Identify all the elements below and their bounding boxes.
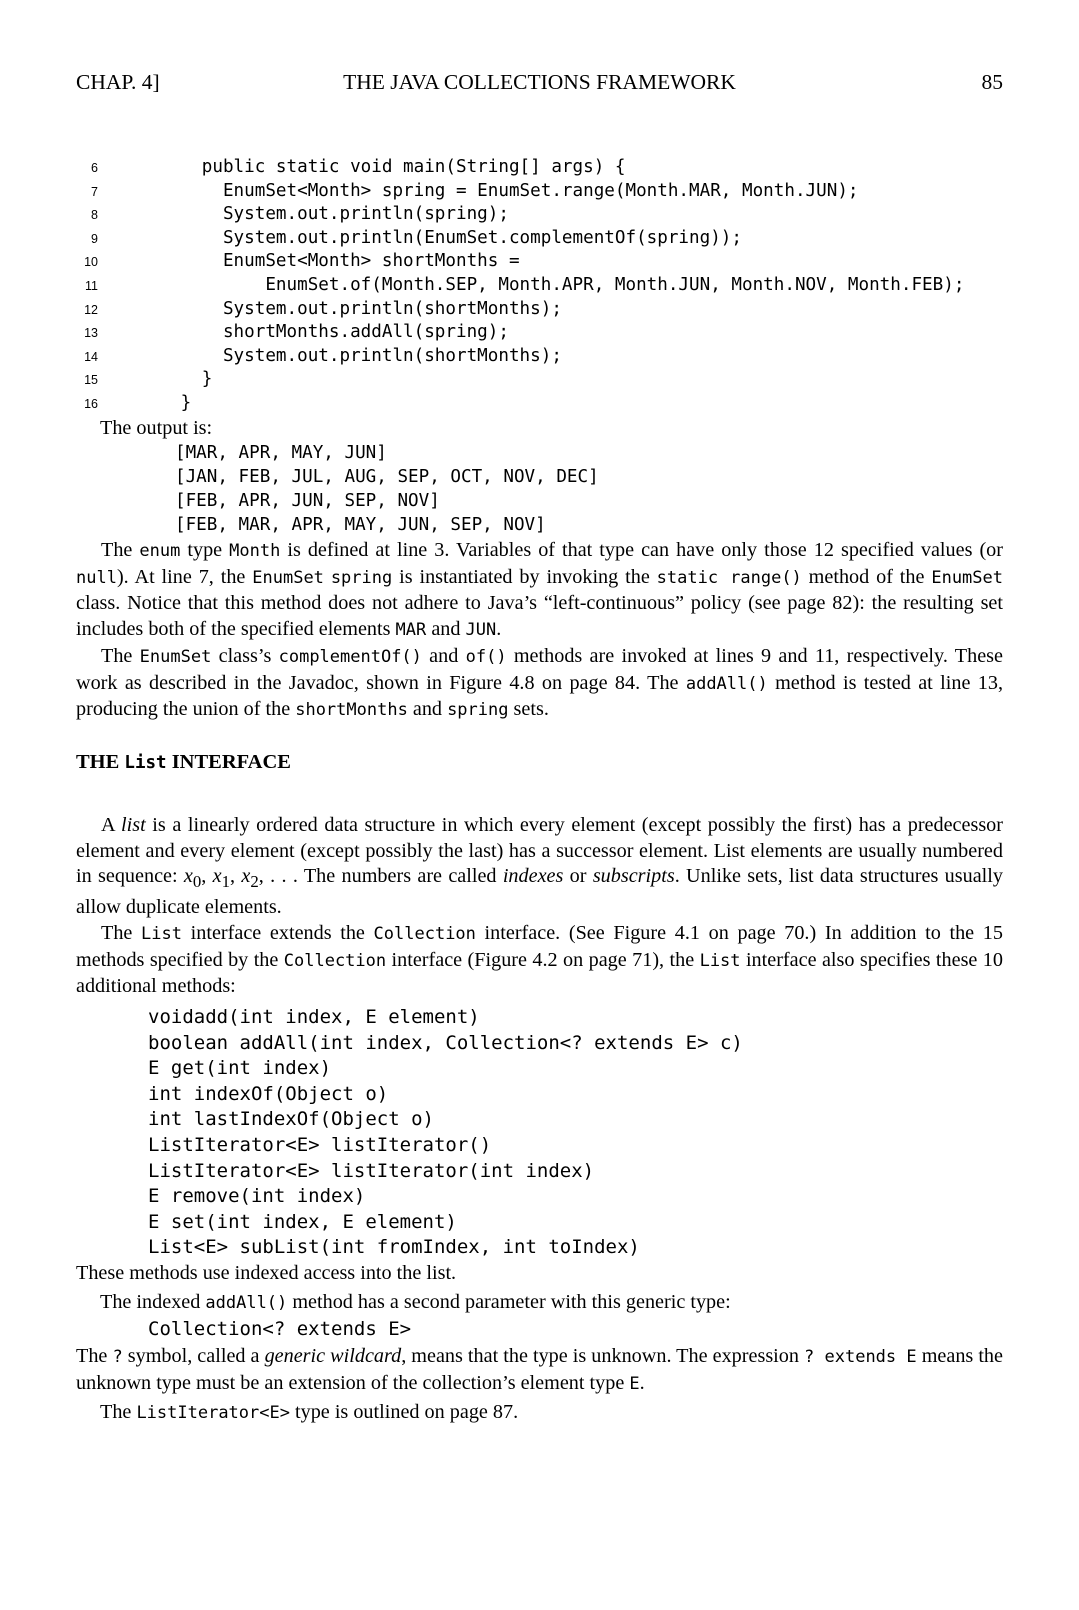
body-text-upper xyxy=(76,538,1003,724)
code-text: EnumSet.of(Month.SEP, Month.APR, Month.JUN, Month.NOV, Month.FEB); xyxy=(170,274,965,295)
code-line xyxy=(76,180,1036,204)
line-number: 15 xyxy=(84,373,98,388)
output-line: [JAN, FEB, JUL, AUG, SEP, OCT, NOV, DEC] xyxy=(175,467,599,487)
line-number: 11 xyxy=(85,278,98,293)
line-number: 14 xyxy=(84,349,98,364)
method-signature: voidadd(int index, E element) xyxy=(148,1006,480,1028)
code-text: } xyxy=(170,392,192,413)
chapter-label: CHAP. 4] xyxy=(76,70,160,94)
paragraph-indexed-access: These methods use indexed access into the list. xyxy=(76,1262,457,1284)
code-line xyxy=(76,392,1036,416)
code-text: System.out.println(EnumSet.complementOf(spring)); xyxy=(170,227,742,248)
code-text: public static void main(String[] args) { xyxy=(170,157,626,177)
method-list xyxy=(148,1005,743,1261)
section-heading: THE List INTERFACE xyxy=(76,751,291,773)
program-output xyxy=(175,441,599,537)
code-text: EnumSet<Month> shortMonths = xyxy=(170,251,520,272)
output-line: [MAR, APR, MAY, JUN] xyxy=(175,443,387,463)
output-line: [FEB, MAR, APR, MAY, JUN, SEP, NOV] xyxy=(175,515,546,535)
line-number: 12 xyxy=(84,302,98,317)
body-text-wildcard xyxy=(76,1344,1003,1397)
paragraph-addall-param: The indexed addAll() method has a second parameter with this generic type: xyxy=(100,1291,731,1313)
line-number: 10 xyxy=(84,255,98,270)
line-number: 8 xyxy=(91,208,98,223)
line-number: 16 xyxy=(84,396,98,411)
paragraph-listiterator: The ListIterator<E> type is outlined on page 87. xyxy=(100,1401,519,1423)
code-text: } xyxy=(170,369,213,390)
code-line xyxy=(76,345,1036,369)
line-number: 9 xyxy=(91,231,98,246)
output-intro: The output is: xyxy=(100,417,213,439)
code-listing xyxy=(76,156,1036,416)
paragraph-enumset-methods: The EnumSet class’s complementOf() and of() methods are invoked at lines 9 and 11, respectively. These work as described in the Javadoc, shown in Figure 4.8 on page 84. The addAll() method is tested at line 13, producing the union of the shortMonths and spring sets. xyxy=(76,644,1003,721)
code-line xyxy=(76,227,1036,251)
method-signature: int indexOf(Object o) xyxy=(148,1082,389,1105)
generic-type-code: Collection<? extends E> xyxy=(148,1318,412,1340)
output-line: [FEB, APR, JUN, SEP, NOV] xyxy=(175,491,440,511)
code-text: System.out.println(spring); xyxy=(170,204,509,225)
code-line xyxy=(76,298,1036,322)
method-signature: E get(int index) xyxy=(148,1057,332,1080)
method-signature: int lastIndexOf(Object o) xyxy=(148,1108,434,1131)
line-number: 13 xyxy=(84,326,98,341)
code-line xyxy=(76,203,1036,227)
paragraph-list-definition: A list is a linearly ordered data structure in which every element (except possibly the first) has a predecessor element and every element (except possibly the last) has a successor element. List elements are usually numbered in sequence: $x_0$, $x_1$, $x_2$, . . . The numbers are called indexes or subscripts. Unlike sets, list data structures usually allow duplicate elements. xyxy=(76,814,1004,919)
code-line xyxy=(76,368,1036,392)
code-line xyxy=(76,321,1036,345)
paragraph-list-interface: The List interface extends the Collection interface. (See Figure 4.1 on page 70.) In addition to the 15 methods specified by the Collection interface (Figure 4.2 on page 71), the List interface also specifies these 10 additional methods: xyxy=(76,921,1003,998)
page-number: 85 xyxy=(981,70,1003,94)
line-number: 6 xyxy=(91,161,98,175)
method-signature: List<E> subList(int fromIndex, int toIndex) xyxy=(148,1236,640,1259)
code-line xyxy=(76,274,1036,298)
method-signature: boolean addAll(int index, Collection<? extends E> c) xyxy=(148,1031,743,1054)
paragraph-wildcard: The ? symbol, called a generic wildcard, means that the type is unknown. The expression ? extends E means the unknown type must be an extension of the collection’s element type E. xyxy=(76,1345,1003,1394)
code-text: System.out.println(shortMonths); xyxy=(170,298,562,319)
code-line xyxy=(76,156,1036,180)
code-line xyxy=(76,250,1036,274)
paragraph-enum-explanation: The enum type Month is defined at line 3. Variables of that type can have only those 12 specified values (or null). At line 7, the EnumSet spring is instantiated by invoking the static range() method of the EnumSet class. Notice that this method does not adhere to Java’s “left-continuous” policy (see page 82): the resulting set includes both of the specified elements MAR and JUN. xyxy=(76,539,1003,641)
code-text: System.out.println(shortMonths); xyxy=(170,345,562,366)
method-signature: E remove(int index) xyxy=(148,1185,366,1208)
method-signature: ListIterator<E> listIterator(int index) xyxy=(148,1159,595,1182)
method-signature: ListIterator<E> listIterator() xyxy=(148,1133,492,1156)
code-text: EnumSet<Month> spring = EnumSet.range(Month.MAR, Month.JUN); xyxy=(170,180,859,201)
running-header xyxy=(76,70,1003,100)
body-text-list xyxy=(76,813,1003,1000)
header-title: THE JAVA COLLECTIONS FRAMEWORK xyxy=(343,70,736,94)
code-text: shortMonths.addAll(spring); xyxy=(170,322,509,343)
line-number: 7 xyxy=(91,184,98,199)
method-signature: E set(int index, E element) xyxy=(148,1210,457,1233)
